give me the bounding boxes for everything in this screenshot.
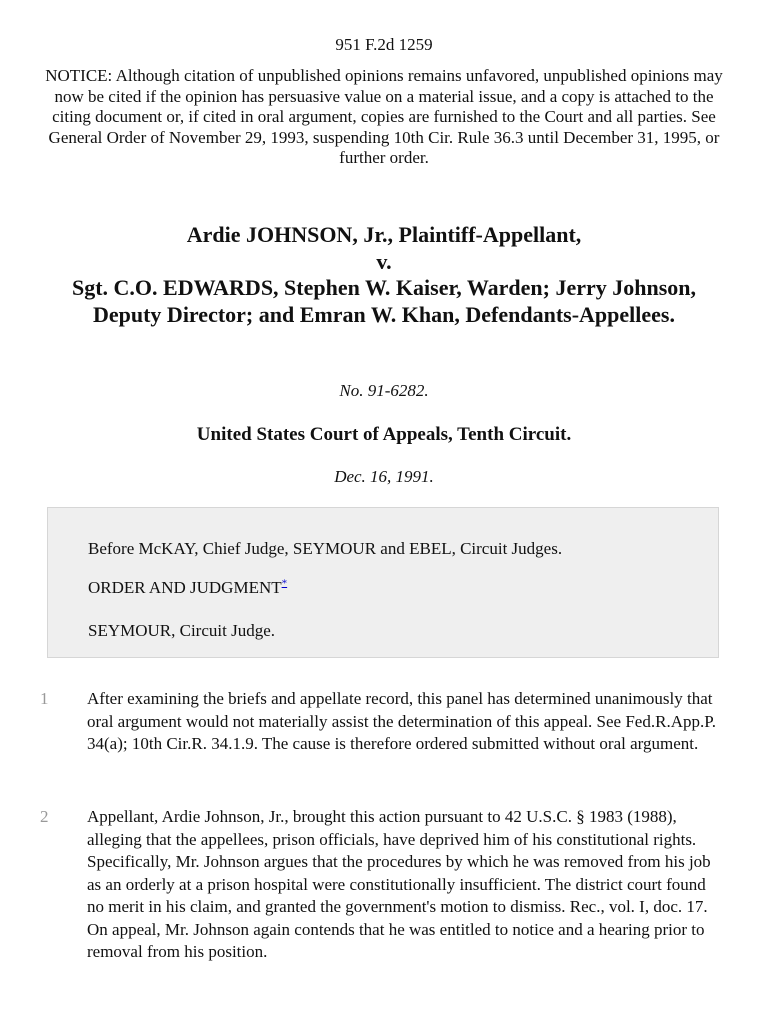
authoring-judge: SEYMOUR, Circuit Judge.: [88, 621, 275, 640]
caption-defendants: Sgt. C.O. EDWARDS, Stephen W. Kaiser, Warden; Jerry Johnson, Deputy Director; and Emran W. Khan, Defendants-Appellees.: [71, 275, 697, 327]
paragraph-text: After examining the briefs and appellate record, this panel has determined unanimously that oral argument would not materially assist the determination of this appeal. See Fed.R.App.P. 34(a); 10th Cir.R. 34.1.9. The cause is therefore ordered submitted without oral argument.: [87, 689, 717, 753]
docket-number: No. 91-6282.: [339, 381, 429, 400]
order-heading: [88, 578, 287, 598]
case-caption: [40, 222, 728, 328]
court-name: United States Court of Appeals, Tenth Circuit.: [196, 424, 572, 445]
unpublished-notice: NOTICE: Although citation of unpublished opinions remains unfavored, unpublished opinions may now be cited if the opinion has persuasive value on a material issue, and a copy is attached to the citing document or, if cited in oral argument, copies are furnished to the Court and all parties. See General Order of November 29, 1993, suspending 10th Cir. Rule 36.3 until December 31, 1995, or further order.: [45, 66, 723, 167]
caption-versus: v.: [376, 248, 392, 274]
paragraph-number: 1: [40, 689, 49, 708]
footnote-link[interactable]: *: [281, 577, 288, 590]
case-citation: 951 F.2d 1259: [335, 35, 433, 54]
paragraph-text: Appellant, Ardie Johnson, Jr., brought this action pursuant to 42 U.S.C. § 1983 (1988), alleging that the appellees, prison officials, have deprived him of his constitutional rights. Specifically, Mr. Johnson argues that the procedures by which he was removed from his job as an orderly at a prison hospital were constitutionally insufficient. The district court found no merit in his claim, and granted the government's motion to dismiss. Rec., vol. I, doc. 17. On appeal, Mr. Johnson again contends that he was entitled to notice and a hearing prior to removal from his position.: [87, 807, 711, 961]
panel-info-box: [47, 507, 719, 658]
order-title: ORDER AND JUDGMENT: [88, 578, 282, 597]
caption-plaintiff: Ardie JOHNSON, Jr., Plaintiff-Appellant,: [186, 222, 582, 247]
decision-date: Dec. 16, 1991.: [334, 467, 434, 486]
panel-judges: Before McKAY, Chief Judge, SEYMOUR and EBEL, Circuit Judges.: [88, 539, 563, 558]
paragraph-number: 2: [40, 807, 49, 826]
